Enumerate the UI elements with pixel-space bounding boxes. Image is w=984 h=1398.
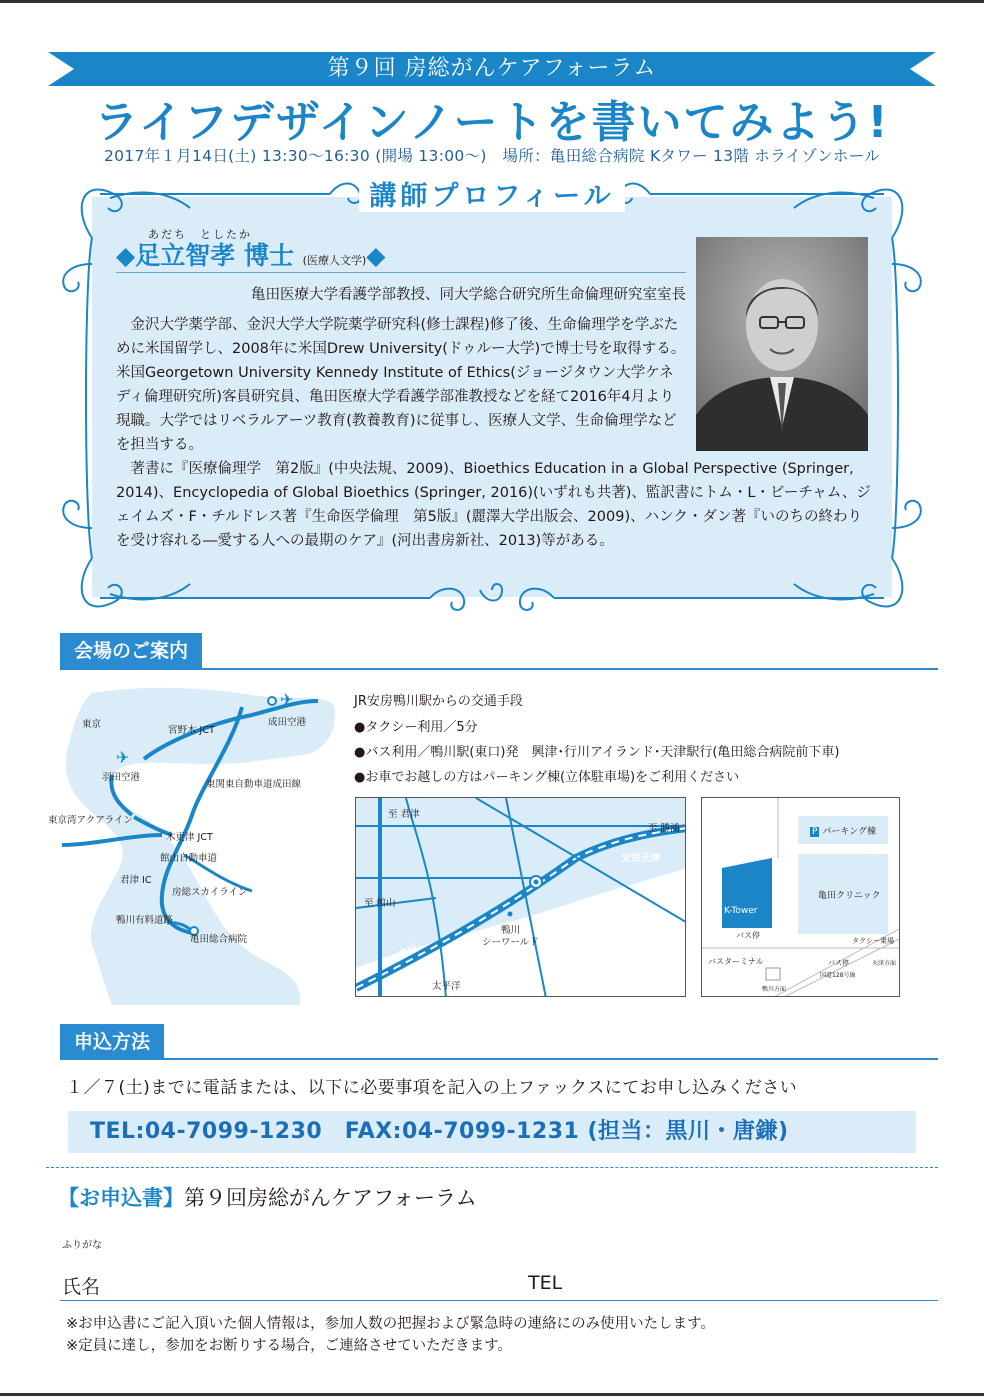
map2-label-awa-kamogawa: 安房鴨川 [380,942,419,971]
section-apply-header: 申込方法 [60,1024,164,1060]
forum-ribbon [48,52,936,86]
ribbon-text: 第９回 房総がんケアフォーラム [327,56,657,81]
speaker-name-line [116,236,386,272]
map3-label-bus-terminal: バスターミナル [708,957,764,966]
map-label-kisarazu: 木更津 JCT [166,832,213,843]
bio-paragraph-1 [116,313,688,457]
map2-label-seaworld-2: シーワールド [482,937,539,948]
top-border [0,0,984,3]
access-item-taxi: ●タクシー利用／5分 [354,720,478,735]
bio-text-1: 金沢大学薬学部、金沢大学大学院薬学研究科(修士課程)修了後、生命倫理学を学ぶために米国留学し、2008年に米国Drew University(ドゥルー大学)で博士号を取得する。米国Georgetown University Kennedy Institute of Ethics(ジョージタウン大学ケネディ倫理研究所)客員研究員、亀田医療大学看護学部准教授などを経て2016年4月より現職。大学ではリベラルアーツ教育(教養教育)に従事し、医療人文学、生命倫理学などを担当する。 [116,317,686,453]
local-map-graphic [356,798,686,997]
bio-text-2: 著書に『医療倫理学 第2版』(中央法規、2009)、Bioethics Education in a Global Perspective (Springer, 2014)、Encyclopedia of Global Bioethics (Springer, 2016)(いずれも共著)、監訳書にトム・L・ビーチャム、ジェイムズ・F・チルドレス著『生命医学倫理 第5版』(麗澤大学出版会、2009)、ハンク・ダン著『いのちの終わりを受け容れる―愛する人への最期のケア』(河出書房新社、2013)等がある。 [116,461,871,549]
map-label-tateyama-expressway: 館山自動車道 [160,853,218,864]
svg-text:✈: ✈ [116,748,130,767]
map3-label-taxi: タクシー乗場 [852,937,894,945]
map-label-toll-road: 鴨川有料道路 [116,915,174,926]
speaker-degree: (医療人文学) [302,254,367,267]
profile-heading-text: 講師プロフィール [359,181,624,212]
map2-label-katsuura: 至 勝浦 [648,823,680,834]
event-info: 2017年１月14日(土) 13:30〜16:30 (開場 13:00〜) 場所：亀田総合病院 Kタワー 13階 ホライゾンホール [103,147,881,165]
name-field-label[interactable]: 氏名 [62,1276,101,1298]
map-label-higashikanto: 東関東自動車道成田線 [206,779,302,790]
cut-line [46,1167,938,1168]
tel-field-label[interactable]: TEL [528,1272,563,1294]
map-label-kimitsu-ic: 君津 IC [120,875,152,886]
access-item-car: ●お車でお越しの方はパーキング棟(立体駐車場)をご利用ください [354,770,740,785]
disclaimer-1: ※お申込書にご記入頂いた個人情報は，参加人数の把握および緊急時の連絡にのみ使用いたします。 [66,1316,715,1332]
local-map [355,797,686,997]
apply-note: １／７(土)までに電話または、以下に必要事項を記入の上ファックスにてお申し込みください [66,1078,798,1098]
map2-label-awa-amatsu: 安房天津 [622,853,661,864]
map-label-aqualine: 東京湾アクアライン [48,815,133,826]
speaker-photo [696,237,868,451]
section-venue-rule [60,668,938,670]
furigana-label: ふりがな [62,1240,102,1251]
access-title: JR安房鴨川駅からの交通手段 [354,694,523,709]
form-title [58,1182,477,1212]
map-label-narita: 成田空港 [268,717,307,728]
map3-label-kamogawa: 鴨川方面 [762,986,787,993]
access-item-bus: ●バス利用／鴨川駅(東口)発 興津･行川アイランド･天津駅行(亀田総合病院前下車) [354,745,840,760]
map3-label-bus-stop-1: バス停 [736,931,760,940]
map2-label-tateyama: 至 館山 [364,898,396,909]
form-rule [60,1300,938,1301]
name-divider [116,272,686,273]
map3-label-clinic: 亀田クリニック [818,891,881,901]
form-title-bracket: 【お申込書】 [58,1186,184,1210]
section-apply-rule [60,1058,938,1060]
map-label-hospital: 亀田総合病院 [190,934,248,945]
map-label-haneda: 羽田空港 [102,772,141,783]
map2-label-seaworld-1: 鴨川 [501,925,521,936]
main-title: ライフデザインノートを書いてみよう! [94,97,890,148]
portrait-image [696,237,868,451]
map3-label-parking-text: パーキング棟 [822,827,877,837]
section-venue-header: 会場のご案内 [60,633,202,669]
diamond-icon: ◆ [366,241,386,270]
parking-p-icon: P [812,827,818,837]
form-title-rest: 第９回房総がんケアフォーラム [184,1186,477,1210]
profile-heading [0,174,984,213]
map2-label-kimitsu: 至 君津 [388,809,420,820]
name-ruby: あだち としたか [148,228,252,241]
map3-label-parking [810,824,876,837]
map-label-miyanoki: 宮野木 JCT [168,725,215,736]
svg-text:✈: ✈ [280,690,294,709]
contact-info: TEL:04-7099-1230 FAX:04-7099-1231 (担当：黒川・唐鎌) [68,1111,916,1153]
speaker-affiliation: 亀田医療大学看護学部教授、同大学総合研究所生命倫理研究室室長 [251,287,686,303]
map2-label-pacific: 太平洋 [432,981,461,992]
campus-map [701,797,900,997]
disclaimer-2: ※定員に達し，参加をお断りする場合，ご連絡させていただきます。 [66,1338,512,1354]
diamond-icon: ◆ [116,241,136,270]
map3-label-ktower: K-Tower [724,906,758,916]
bio-paragraph-2 [116,457,876,553]
bottom-border [0,1393,984,1396]
map-label-skyline: 房総スカイライン [172,887,248,898]
map-label-tokyo: 東京 [82,719,102,730]
map3-label-bus-stop-2: バス停 [828,959,849,967]
map3-label-amatsu: 天津方面 [872,960,897,967]
map3-label-route: 国道128号線 [820,972,856,979]
speaker-name: 足立智孝 博士 [135,241,294,270]
